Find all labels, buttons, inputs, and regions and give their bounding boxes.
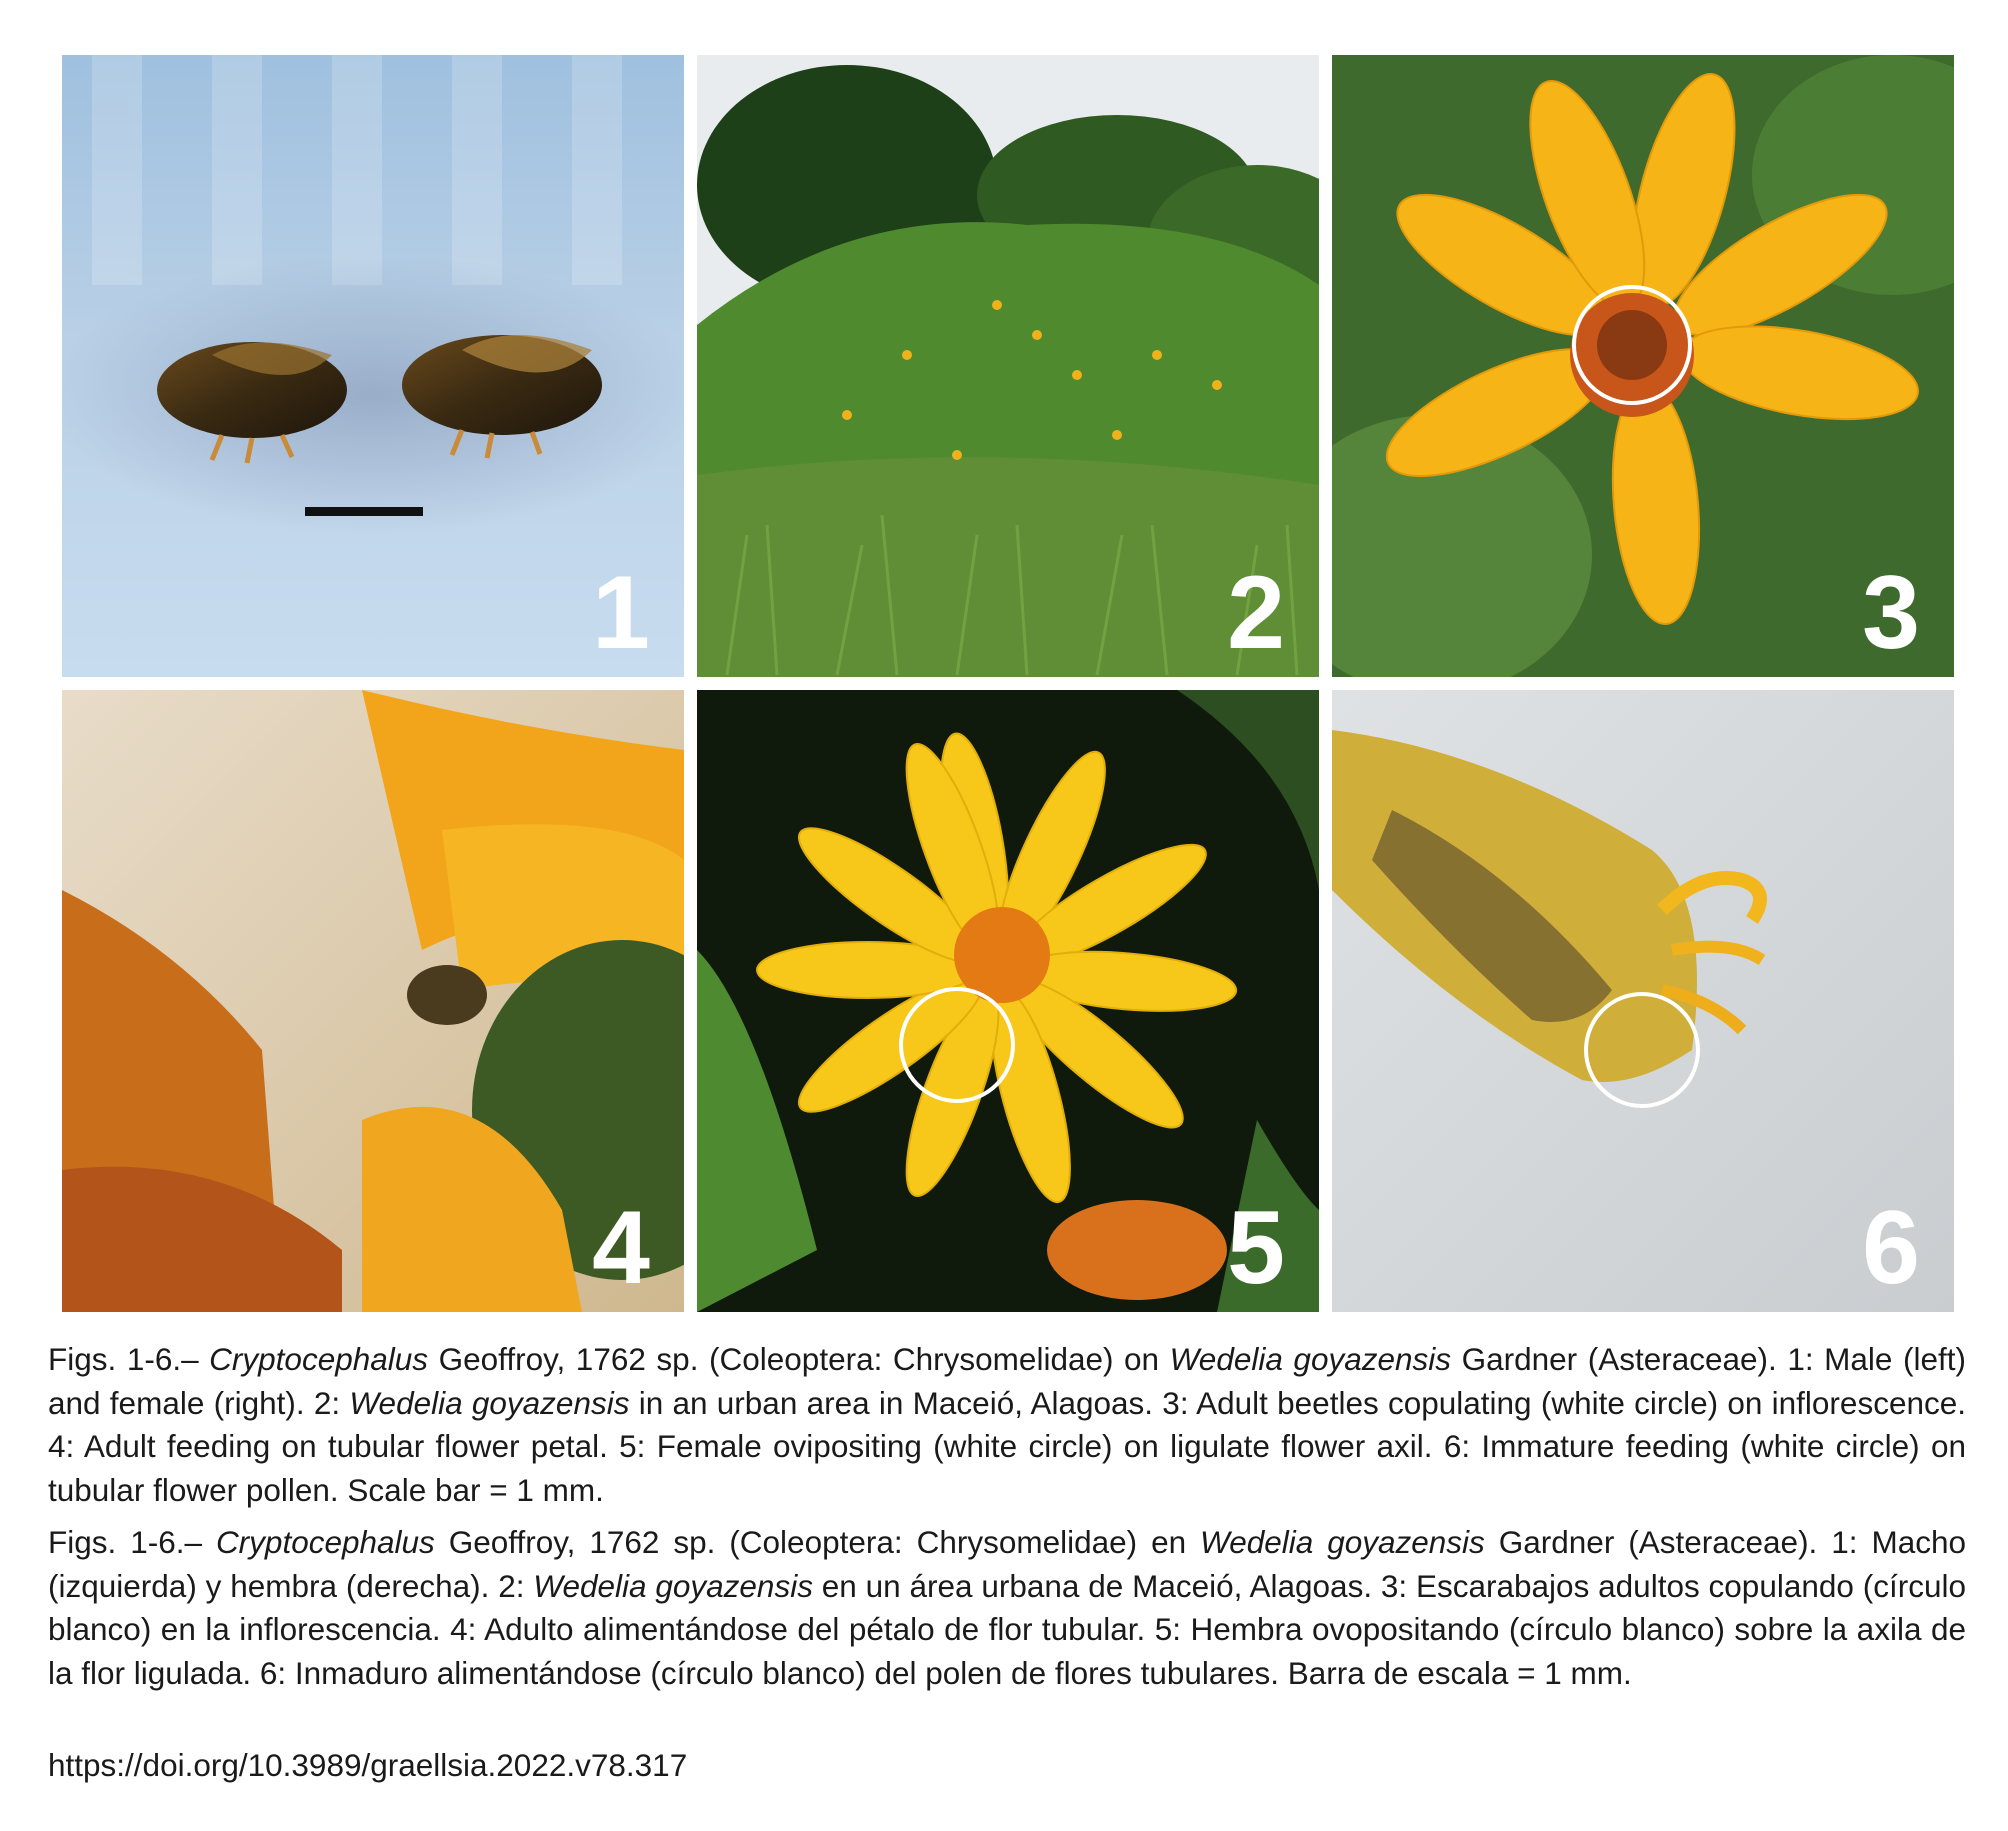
figure-panel-1 <box>62 55 684 677</box>
caption-en-text-2: Gardner (Asteraceae). 1: Male (left) and female (right). 2: <box>48 1341 1966 1421</box>
immature-feeding-photo <box>1332 690 1954 1312</box>
caption-es-host-2: Wedelia goyazensis <box>533 1567 813 1604</box>
flower-oviposition-photo <box>697 690 1319 1312</box>
caption-es-lead: Figs. 1-6.– <box>48 1524 216 1560</box>
caption-en-lead: Figs. 1-6.– <box>48 1341 210 1377</box>
caption-es-text-3: en un área urbana de Maceió, Alagoas. 3: Escarabajos adultos copulando (círculo blanco) en la inflorescencia. 4: Adulto alimentándose del pétalo de flor tubular. 5: Hembra ovopositando (círculo blanco) sobre la axila de la flor ligulada. 6: Inmaduro alimentándose (círculo blanco) del polen de flores tubulares. Barra de escala = 1 mm. <box>48 1567 1966 1691</box>
flower-copulation-photo <box>1332 55 1954 677</box>
scale-bar <box>305 507 423 516</box>
doi-link[interactable]: https://doi.org/10.3989/graellsia.2022.v78.317 <box>48 1747 688 1783</box>
feeding-photo <box>62 690 684 1312</box>
caption-es-text-2: Gardner (Asteraceae). 1: Macho (izquierda) y hembra (derecha). 2: <box>48 1524 1966 1604</box>
panel-number-2: 2 <box>1227 555 1285 671</box>
caption-en-host-2: Wedelia goyazensis <box>349 1384 630 1421</box>
caption-english <box>48 1338 1966 1512</box>
panel-number-1: 1 <box>592 555 650 671</box>
shrub-photo <box>697 55 1319 677</box>
caption-en-host: Wedelia goyazensis <box>1169 1341 1452 1377</box>
figure-panel-3 <box>1332 55 1954 677</box>
figure-panel-2 <box>697 55 1319 677</box>
beetle <box>407 965 487 1025</box>
caption-es-genus: Cryptocephalus <box>215 1524 435 1560</box>
caption-en-genus: Cryptocephalus <box>209 1341 429 1377</box>
panel-number-5: 5 <box>1227 1190 1285 1306</box>
figure-panel-5 <box>697 690 1319 1312</box>
figure-panel-6 <box>1332 690 1954 1312</box>
caption-spanish <box>48 1521 1966 1695</box>
figure-panel-4 <box>62 690 684 1312</box>
beetles-photo <box>62 55 684 677</box>
caption-es-host: Wedelia goyazensis <box>1200 1524 1485 1560</box>
caption-es-text-1: Geoffroy, 1762 sp. (Coleoptera: Chrysomelidae) en <box>434 1524 1201 1560</box>
panel-number-3: 3 <box>1862 555 1920 671</box>
panel-number-6: 6 <box>1862 1190 1920 1306</box>
caption-en-text-1: Geoffroy, 1762 sp. (Coleoptera: Chrysomelidae) on <box>428 1341 1170 1377</box>
caption-en-text-3: in an urban area in Maceió, Alagoas. 3: Adult beetles copulating (white circle) on inflorescence. 4: Adult feeding on tubular flower petal. 5: Female ovipositing (white circle) on ligulate flower axil. 6: Immature feeding (white circle) on tubular flower pollen. Scale bar = 1 mm. <box>48 1384 1966 1508</box>
panel-number-4: 4 <box>592 1190 650 1306</box>
